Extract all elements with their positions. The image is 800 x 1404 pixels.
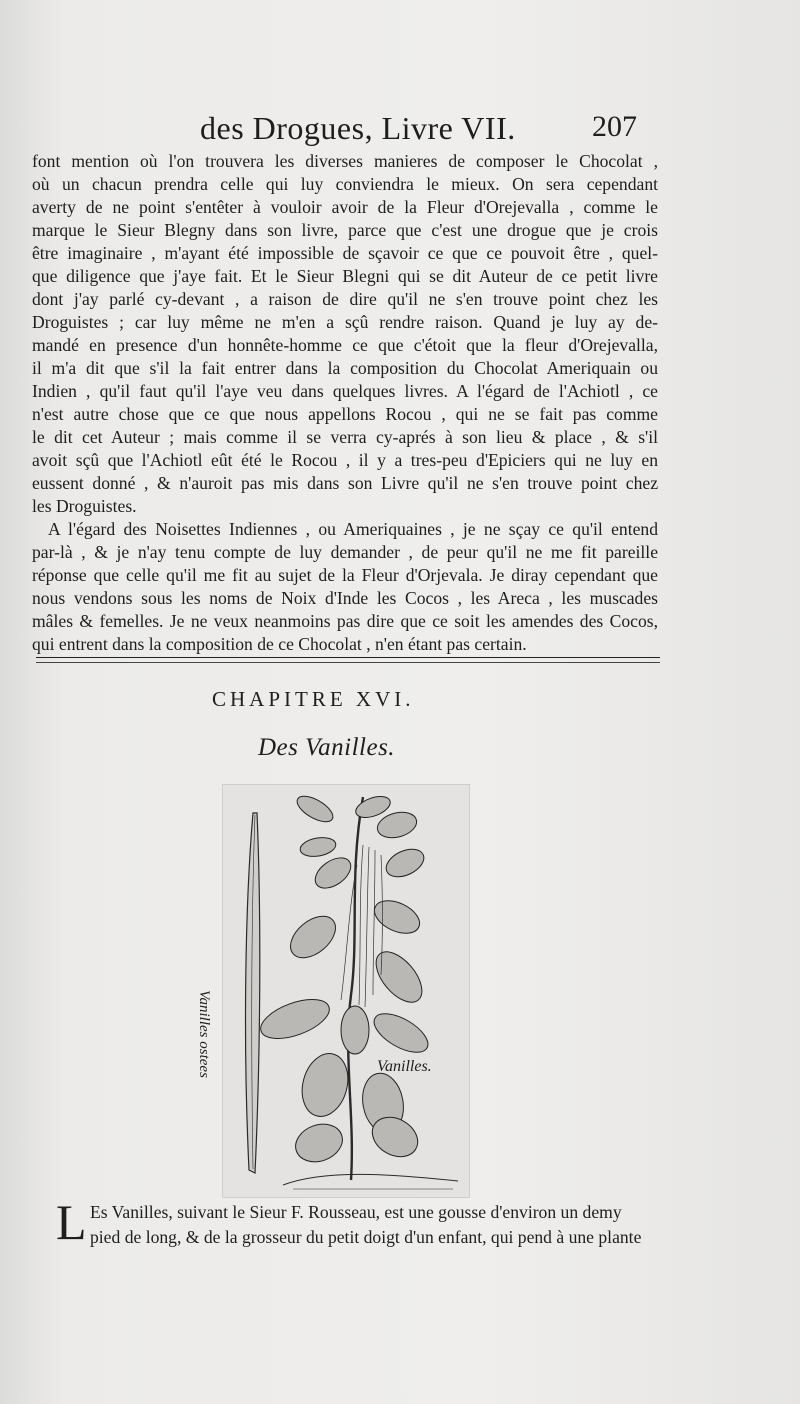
page-header (0, 110, 800, 150)
chapter-opening-paragraph (56, 1194, 686, 1250)
section-rule (36, 657, 660, 663)
text-line: par-là , & je n'ay tenu compte de luy demander , de peur qu'il ne me fit pareille (32, 542, 658, 562)
text-line: Indien , qu'il faut qu'il l'aye veu dans quelques livres. A l'égard de l'Achiotl , ce (32, 381, 658, 401)
text-line: où un chacun prendra celle qui luy conviendra le mieux. On sera cependant (32, 174, 658, 194)
text-line: qui entrent dans la composition de ce Chocolat , n'en étant pas certain. (32, 634, 527, 654)
page-number: 207 (592, 110, 637, 143)
text-line: marque le Sieur Blegny dans son livre, parce que c'est une drogue que je crois (32, 220, 658, 240)
text-line: il m'a dit que s'il la fait entrer dans la composition du Chocolat Ameriquain ou (32, 358, 658, 378)
plant-label: Vanilles. (377, 1058, 432, 1075)
text-line: averty de ne point s'entêter à vouloir avoir de la Fleur d'Orejevalla , comme le (32, 197, 658, 217)
text-line: Droguistes ; car luy même ne m'en a sçû rendre raison. Quand je luy ay de- (32, 312, 658, 332)
text-line: eussent donné , & n'auroit pas mis dans son Livre qu'il ne s'en trouve point chez (32, 473, 658, 493)
text-line: mâles & femelles. Je ne veux neanmoins pas dire que ce soit les amendes des Cocos, (32, 611, 658, 631)
text-line: pied de long, & de la grosseur du petit doigt d'un enfant, qui pend à une plante (90, 1227, 642, 1247)
text-line: réponse que celle qu'il me fit au sujet de la Fleur d'Orjevala. Je diray cependant que (32, 565, 658, 585)
text-line: Es Vanilles, suivant le Sieur F. Rousseau, est une gousse d'environ un demy (90, 1202, 622, 1222)
text-line: A l'égard des Noisettes Indiennes , ou Ameriquaines , je ne sçay ce qu'il entend (48, 519, 658, 539)
text-line: avoit sçû que l'Achiotl eût été le Rocou , il y a tres-peu d'Epiciers qui ne luy en (32, 450, 658, 470)
text-line: nous vendons sous les noms de Noix d'Inde les Cocos , les Areca , les muscades (32, 588, 658, 608)
chapter-subtitle: Des Vanilles. (258, 734, 396, 761)
running-title: des Drogues, Livre VII. (200, 110, 516, 146)
text-line: mandé en presence d'un honnête-homme ce que c'étoit que la fleur d'Orejevalla, (32, 335, 658, 355)
text-line: que diligence que j'aye fait. Et le Sieur Blegni qui se dit Auteur de ce petit livre (32, 266, 658, 286)
text-line: n'est autre chose que ce que nous appellons Rocou , qui ne se fait pas comme (32, 404, 658, 424)
chapter-heading-text: CHAPITRE XVI. (212, 687, 415, 711)
text-line: être imaginaire , m'ayant été impossible de sçavoir ce que ce pouvoit être , quel- (32, 243, 658, 263)
drop-cap: L (56, 1194, 87, 1250)
text-line: font mention où l'on trouvera les diverses manieres de composer le Chocolat , (32, 151, 658, 171)
text-line: les Droguistes. (32, 496, 137, 516)
text-line: dont j'ay parlé cy-devant , a raison de dire qu'il ne s'en trouve point chez les (32, 289, 658, 309)
body-text (32, 150, 658, 656)
text-line: le dit cet Auteur ; mais comme il se verra cy-aprés à son lieu & place , & s'il (32, 427, 658, 447)
vanilla-plant-illustration (223, 785, 469, 1197)
vanilla-engraving (222, 784, 470, 1198)
pod-label: Vanilles ostees (196, 990, 212, 1078)
